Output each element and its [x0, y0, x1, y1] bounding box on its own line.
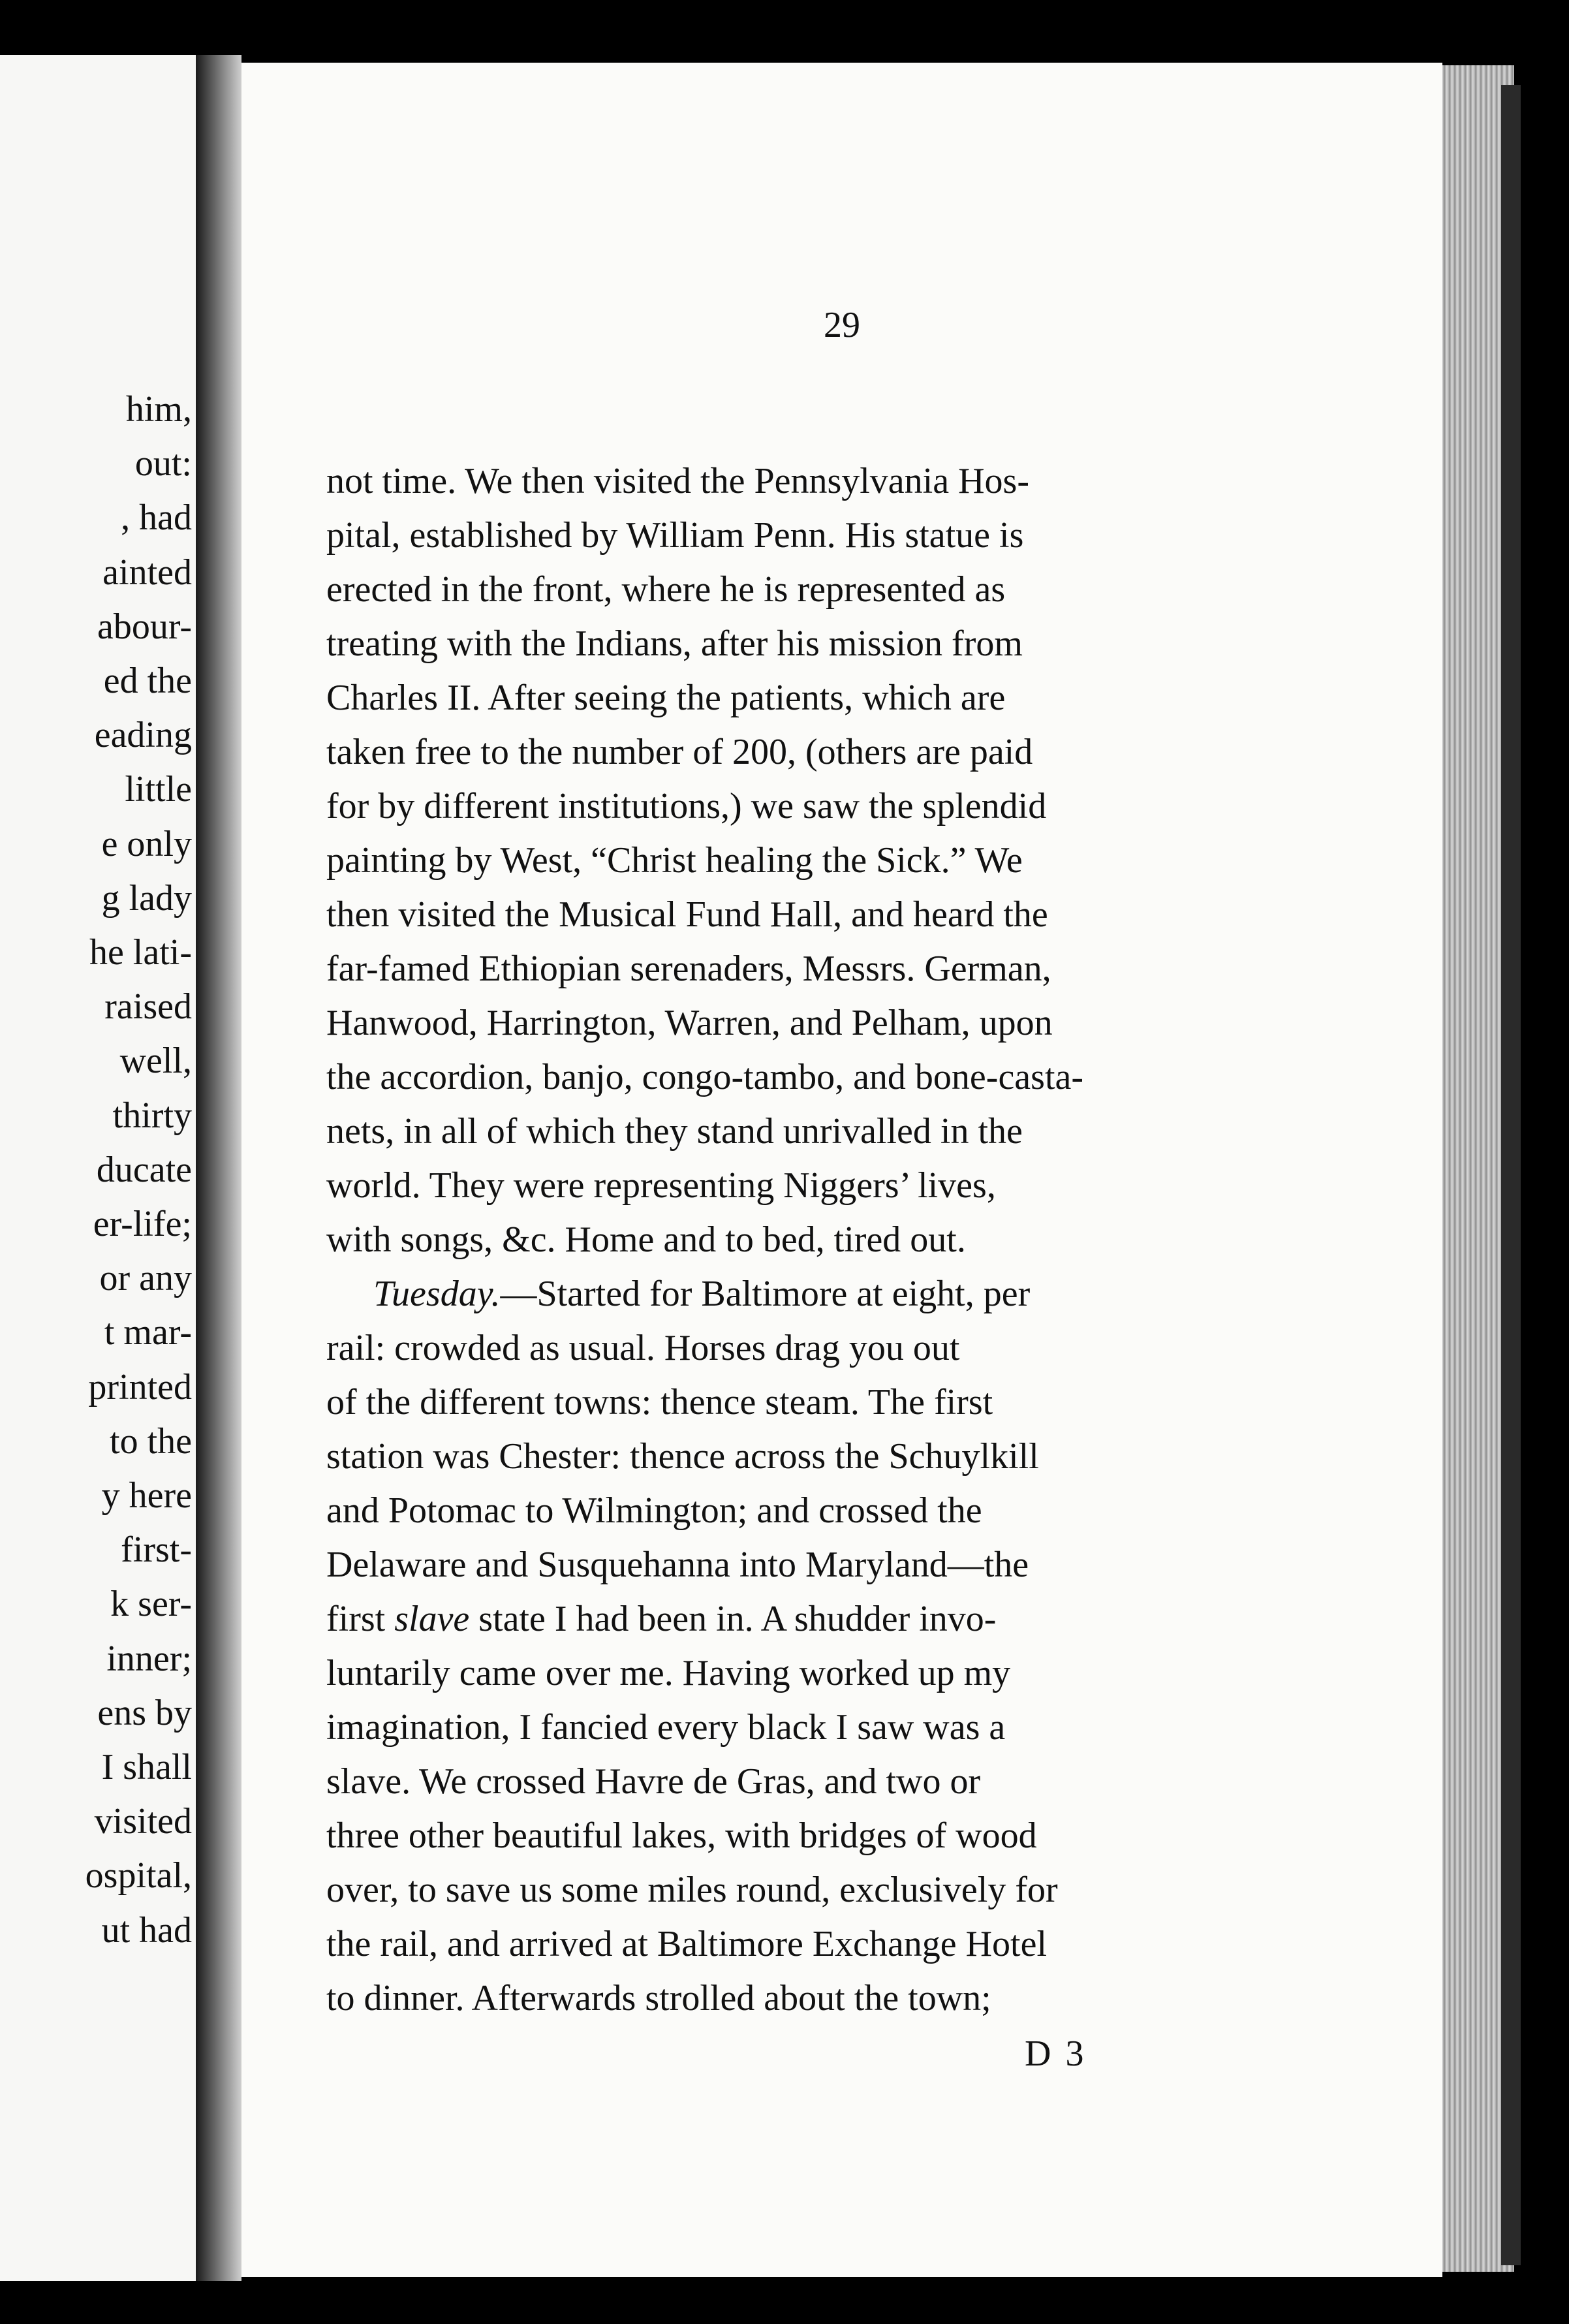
text-fragment: state I had been in. A shudder invo-: [469, 1599, 997, 1639]
left-line: abour-: [97, 606, 192, 647]
text-line: [326, 1592, 1442, 1646]
left-line: raised: [104, 986, 192, 1028]
left-line: to the: [110, 1421, 192, 1462]
text-fragment: first: [326, 1599, 395, 1639]
text-line: world. They were representing Niggers’ lives,: [326, 1165, 996, 1206]
paragraph-start-line: [326, 1267, 1442, 1321]
text-line: slave. We crossed Havre de Gras, and two or: [326, 1761, 981, 1802]
text-line: nets, in all of which they stand unrivalled in the: [326, 1111, 1023, 1152]
text-line: over, to save us some miles round, exclusively for: [326, 1870, 1058, 1910]
left-line: e only: [101, 823, 192, 864]
left-line: ed the: [103, 661, 192, 702]
text-line: luntarily came over me. Having worked up my: [326, 1653, 1011, 1693]
left-line: thirty: [112, 1095, 192, 1136]
text-line: Charles II. After seeing the patients, which are: [326, 678, 1006, 718]
cover-edge: [1501, 85, 1521, 2265]
left-line: ens by: [97, 1692, 192, 1733]
text-line: and Potomac to Wilmington; and crossed the: [326, 1490, 982, 1531]
left-line: or any: [99, 1258, 192, 1299]
left-page: [0, 55, 196, 2281]
text-line: to dinner. Afterwards strolled about the town;: [326, 1978, 991, 2018]
left-line: I shall: [101, 1747, 192, 1788]
body-text: [326, 454, 1442, 2026]
text-line: then visited the Musical Fund Hall, and heard the: [326, 894, 1048, 935]
book-gutter: [196, 55, 241, 2281]
text-line: far-famed Ethiopian serenaders, Messrs. German,: [326, 949, 1051, 989]
left-line: , had: [121, 497, 192, 539]
day-heading: Tuesday.: [373, 1274, 501, 1314]
left-line: ospital,: [85, 1855, 192, 1896]
left-line: er-life;: [93, 1204, 192, 1245]
left-line: he lati-: [89, 932, 192, 973]
text-line: imagination, I fancied every black I saw was a: [326, 1707, 1006, 1748]
text-line: Delaware and Susquehanna into Maryland—the: [326, 1545, 1029, 1585]
left-line: ducate: [96, 1149, 192, 1190]
left-line: visited: [94, 1801, 192, 1842]
left-line: k ser-: [110, 1584, 192, 1625]
text-line: pital, established by William Penn. His statue is: [326, 515, 1024, 556]
text-line: taken free to the number of 200, (others are paid: [326, 732, 1033, 772]
text-fragment: —Started for Baltimore at eight, per: [500, 1274, 1031, 1314]
left-line: ainted: [102, 552, 192, 593]
left-line: first-: [121, 1530, 192, 1571]
left-line: out:: [134, 443, 192, 484]
left-line: t mar-: [104, 1312, 192, 1353]
page-number: 29: [824, 305, 860, 345]
left-line: him,: [125, 389, 192, 430]
left-line: printed: [88, 1366, 192, 1407]
text-line: of the different towns: thence steam. The first: [326, 1382, 993, 1422]
text-line: for by different institutions,) we saw the splendid: [326, 786, 1047, 826]
left-page-text: [85, 383, 192, 1958]
text-line: station was Chester: thence across the Schuylkill: [326, 1436, 1039, 1477]
left-line: well,: [119, 1041, 192, 1082]
left-line: g lady: [101, 877, 192, 919]
left-line: little: [125, 769, 192, 810]
text-line: not time. We then visited the Pennsylvania Hos-: [326, 461, 1029, 501]
left-line: inner;: [106, 1638, 192, 1679]
left-line: ut had: [101, 1909, 192, 1951]
text-line: three other beautiful lakes, with bridges of wood: [326, 1815, 1037, 1856]
text-line: rail: crowded as usual. Horses drag you out: [326, 1328, 960, 1368]
text-line: with songs, &c. Home and to bed, tired out.: [326, 1219, 966, 1260]
text-line: the accordion, banjo, congo-tambo, and bone-casta-: [326, 1057, 1084, 1097]
text-line: the rail, and arrived at Baltimore Exchange Hotel: [326, 1924, 1048, 1964]
signature-mark: D 3: [1025, 2034, 1087, 2074]
text-line: painting by West, “Christ healing the Sick.” We: [326, 840, 1023, 881]
text-line: Hanwood, Harrington, Warren, and Pelham, upon: [326, 1003, 1053, 1043]
text-line: treating with the Indians, after his mission from: [326, 623, 1023, 664]
text-line: erected in the front, where he is represented as: [326, 569, 1006, 610]
left-line: eading: [94, 715, 192, 756]
left-line: y here: [101, 1475, 192, 1516]
right-page: [241, 63, 1442, 2277]
emphasis-word: slave: [394, 1599, 470, 1639]
